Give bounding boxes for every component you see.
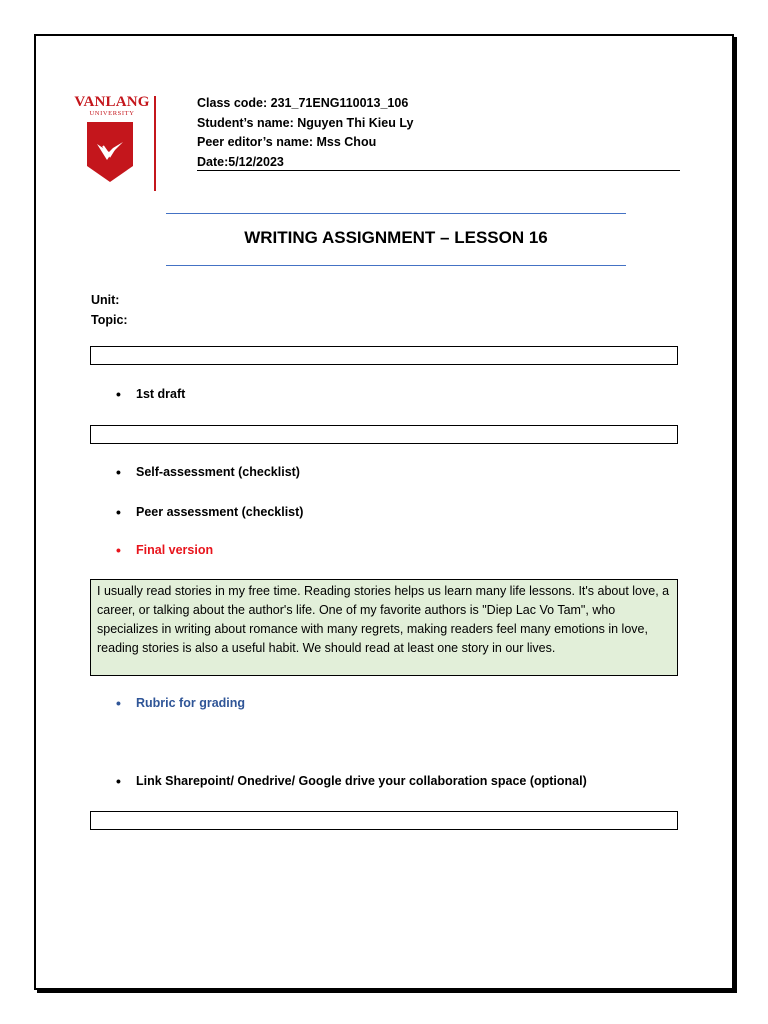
shield-icon xyxy=(85,120,135,184)
rubric-label: Rubric for grading xyxy=(136,696,246,710)
header-underline xyxy=(197,170,680,171)
bullet-self-assessment xyxy=(116,464,300,480)
first-draft-box[interactable] xyxy=(90,425,678,444)
link-box[interactable] xyxy=(90,811,678,830)
peer-assessment-label: Peer assessment (checklist) xyxy=(136,505,304,519)
bullet-dot-icon: • xyxy=(116,386,121,402)
page-title: WRITING ASSIGNMENT – LESSON 16 xyxy=(244,228,548,247)
logo-subtitle: UNIVERSITY xyxy=(89,110,135,117)
bullet-dot-icon: • xyxy=(116,542,121,558)
bullet-link xyxy=(116,773,587,789)
bullet-rubric xyxy=(116,695,245,711)
class-code: Class code: 231_71ENG110013_106 xyxy=(197,96,409,110)
header-info xyxy=(197,94,413,172)
bullet-first-draft xyxy=(116,386,185,402)
logo-name: VANLANG xyxy=(74,94,150,110)
first-draft-label: 1st draft xyxy=(136,387,186,401)
bullet-dot-icon: • xyxy=(116,773,121,789)
link-label: Link Sharepoint/ Onedrive/ Google drive your collaboration space (optional) xyxy=(136,774,587,788)
bullet-dot-icon: • xyxy=(116,695,121,711)
unit-topic-box[interactable] xyxy=(90,346,678,365)
peer-editor-name: Peer editor’s name: Mss Chou xyxy=(197,135,377,149)
bullet-peer-assessment xyxy=(116,504,303,520)
date: Date:5/12/2023 xyxy=(197,154,284,169)
unit-topic xyxy=(91,290,128,330)
bullet-final-version xyxy=(116,542,213,558)
student-name: Student’s name: Nguyen Thi Kieu Ly xyxy=(197,115,414,130)
final-version-label: Final version xyxy=(136,543,214,557)
logo-divider xyxy=(154,96,156,191)
bullet-dot-icon: • xyxy=(116,504,121,520)
unit-label: Unit: xyxy=(91,293,120,307)
final-version-text: I usually read stories in my free time. Reading stories helps us learn many life lessons. It's about love, a career, or talking about the author's life. One of my favorite authors is "Diep Lac Vo Tam", who specializes in writing about romance with many regrets, making readers feel many emotions in love, reading stories is also a useful habit. We should read at least one story in our lives. xyxy=(90,579,678,676)
title-rule-bottom xyxy=(166,265,626,266)
university-logo xyxy=(73,94,153,194)
bullet-dot-icon: • xyxy=(116,464,121,480)
title-rule-top xyxy=(166,213,626,214)
self-assessment-label: Self-assessment (checklist) xyxy=(136,465,300,479)
topic-label: Topic: xyxy=(91,313,128,327)
